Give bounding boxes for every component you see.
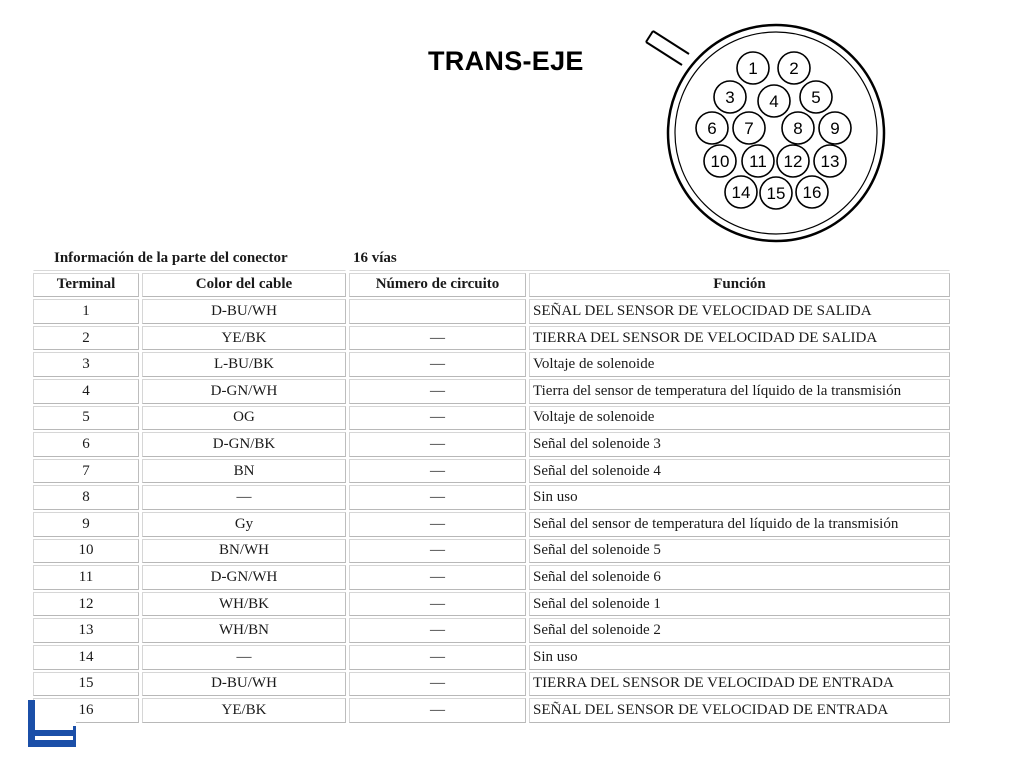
connector-pin-label: 5 [811,88,821,107]
connector-pin-label: 7 [744,119,754,138]
cell-wire-color: YE/BK [142,326,346,351]
cell-circuit-number: — [349,618,526,643]
cell-terminal: 5 [33,406,139,431]
table-row [33,299,950,324]
table-row [33,672,950,697]
cell-wire-color: D-GN/WH [142,565,346,590]
table-row [33,379,950,404]
table-row [33,512,950,537]
cell-function: Señal del solenoide 3 [529,432,950,457]
connector-pin [704,145,736,177]
cell-circuit-number: — [349,565,526,590]
header-wire-color: Color del cable [142,273,346,298]
table-row [33,565,950,590]
cell-terminal: 14 [33,645,139,670]
cell-wire-color: YE/BK [142,698,346,723]
cell-wire-color: — [142,645,346,670]
connector-pin-label: 2 [789,59,799,78]
cell-circuit-number: — [349,406,526,431]
cell-terminal: 12 [33,592,139,617]
connector-tab [646,31,689,65]
cell-function: Señal del solenoide 1 [529,592,950,617]
cell-terminal: 8 [33,485,139,510]
cell-circuit-number: — [349,592,526,617]
cell-wire-color: — [142,485,346,510]
connector-pin [758,85,790,117]
table-row [33,618,950,643]
cell-wire-color: WH/BN [142,618,346,643]
connector-pin [796,176,828,208]
cell-terminal: 7 [33,459,139,484]
connector-pin [725,176,757,208]
cell-function: Señal del sensor de temperatura del líquido de la transmisión [529,512,950,537]
table-row [33,326,950,351]
cell-wire-color: D-BU/WH [142,299,346,324]
cell-terminal: 16 [33,698,139,723]
cell-terminal: 6 [33,432,139,457]
header-function: Función [529,273,950,298]
cell-wire-color: OG [142,406,346,431]
cell-circuit-number: — [349,379,526,404]
cell-function: Señal del solenoide 4 [529,459,950,484]
connector-pin [742,145,774,177]
header-circuit-number: Número de circuito [349,273,526,298]
connector-pin-label: 13 [820,152,840,171]
cell-terminal: 15 [33,672,139,697]
connector-pin [777,145,809,177]
table-row [33,406,950,431]
cell-terminal: 3 [33,352,139,377]
cell-function: Tierra del sensor de temperatura del líquido de la transmisión [529,379,950,404]
connector-pin-label: 4 [769,92,779,111]
connector-pin-label: 15 [766,184,786,203]
cell-circuit-number: — [349,512,526,537]
table-row [33,645,950,670]
connector-pin-label: 3 [725,88,735,107]
cell-terminal: 11 [33,565,139,590]
connector-pin-label: 8 [793,119,803,138]
cell-wire-color: D-BU/WH [142,672,346,697]
cell-function: Sin uso [529,645,950,670]
connector-pin-label: 10 [710,152,730,171]
cell-function: Sin uso [529,485,950,510]
cell-function: SEÑAL DEL SENSOR DE VELOCIDAD DE SALIDA [529,299,950,324]
cell-terminal: 10 [33,539,139,564]
table-row [33,459,950,484]
connector-pin-label: 12 [783,152,803,171]
cell-function: Señal del solenoide 2 [529,618,950,643]
connector-pin [696,112,728,144]
table-header-row [33,273,950,298]
cell-function: Voltaje de solenoide [529,352,950,377]
connector-pin [733,112,765,144]
connector-table [30,244,953,725]
cell-wire-color: Gy [142,512,346,537]
cell-terminal: 1 [33,299,139,324]
page-title: TRANS-EJE [428,46,584,76]
connector-pin [814,145,846,177]
header-terminal: Terminal [33,273,139,298]
connector-pin [800,81,832,113]
table-row [33,485,950,510]
cell-wire-color: L-BU/BK [142,352,346,377]
connector-pin-label: 11 [749,152,767,171]
cell-terminal: 4 [33,379,139,404]
connector-pin-label: 6 [707,119,717,138]
cell-circuit-number: — [349,432,526,457]
table-row [33,592,950,617]
connector-pin-label: 1 [748,59,758,78]
connector-info-row [33,246,950,271]
connector-info-value: 16 vías [349,246,950,271]
cell-circuit-number: — [349,645,526,670]
cell-terminal: 9 [33,512,139,537]
cell-function: Voltaje de solenoide [529,406,950,431]
connector-pin [714,81,746,113]
cell-wire-color: BN [142,459,346,484]
cell-circuit-number: — [349,326,526,351]
connector-pin-label: 9 [830,119,840,138]
table-row [33,698,950,723]
connector-diagram [640,22,890,247]
connector-pin-label: 16 [802,183,822,202]
cell-circuit-number: — [349,352,526,377]
cell-wire-color: D-GN/BK [142,432,346,457]
table-row [33,432,950,457]
connector-pin [782,112,814,144]
cell-circuit-number: — [349,485,526,510]
cell-terminal: 2 [33,326,139,351]
cell-terminal: 13 [33,618,139,643]
cell-function: TIERRA DEL SENSOR DE VELOCIDAD DE ENTRADA [529,672,950,697]
connector-pin [760,177,792,209]
cell-function: Señal del solenoide 6 [529,565,950,590]
cell-function: Señal del solenoide 5 [529,539,950,564]
footer-logo [28,700,76,747]
connector-pin [778,52,810,84]
connector-pin [737,52,769,84]
table-row [33,539,950,564]
cell-function: TIERRA DEL SENSOR DE VELOCIDAD DE SALIDA [529,326,950,351]
cell-circuit-number: — [349,698,526,723]
cell-circuit-number: — [349,539,526,564]
cell-wire-color: WH/BK [142,592,346,617]
connector-pin [819,112,851,144]
cell-wire-color: D-GN/WH [142,379,346,404]
cell-circuit-number: — [349,672,526,697]
cell-wire-color: BN/WH [142,539,346,564]
connector-pin-label: 14 [731,183,751,202]
cell-circuit-number [349,299,526,324]
table-row [33,352,950,377]
cell-circuit-number: — [349,459,526,484]
cell-function: SEÑAL DEL SENSOR DE VELOCIDAD DE ENTRADA [529,698,950,723]
connector-info-label: Información de la parte del conector [33,246,346,271]
